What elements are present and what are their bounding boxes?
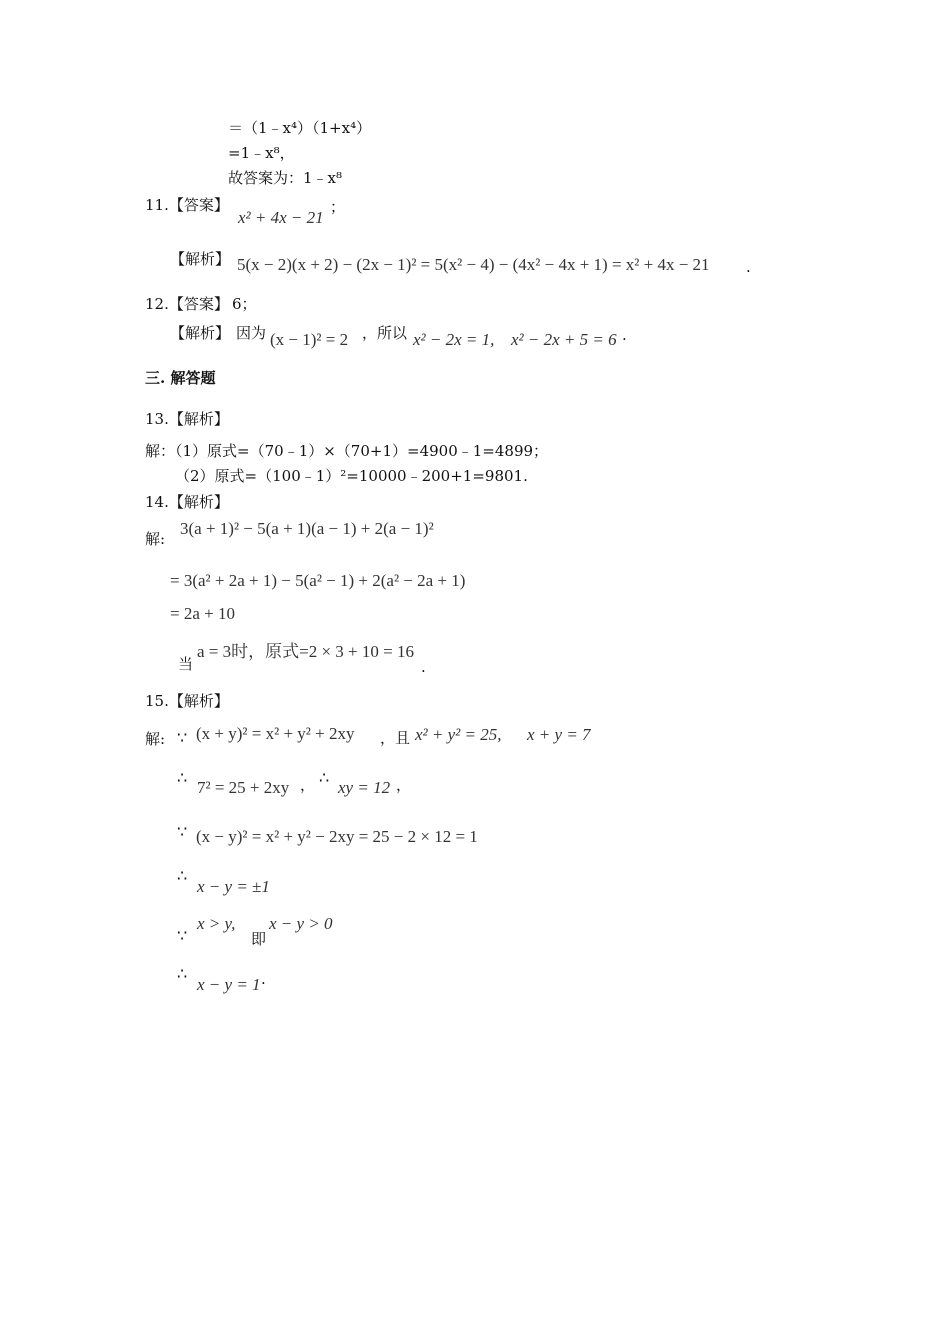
section-heading: 三. 解答题 (145, 369, 216, 387)
q14-step-2: = 2a + 10 (170, 604, 235, 623)
because-symbol: ∵ (177, 728, 188, 747)
q15-line5-expression-2: x − y > 0 (269, 914, 333, 933)
because-symbol: ∵ (177, 926, 188, 945)
q10-answer-line: 故答案为：1﹣x⁸ (228, 169, 343, 187)
q11-analysis-end: . (746, 258, 751, 276)
q15-line6-end: · (261, 974, 266, 992)
q14-conclusion: a = 3时，原式=2 × 3 + 10 = 16 (197, 642, 414, 661)
q15-line6-expression: x − y = 1 (197, 975, 261, 994)
q12-analysis-expression-2: x² − 2x = 1, (413, 330, 495, 349)
q11-answer-label: 11.【答案】 (145, 196, 229, 214)
therefore-symbol: ∴ (177, 768, 188, 787)
q15-label: 15.【解析】 (145, 692, 229, 710)
q14-step-1: = 3(a² + 2a + 1) − 5(a² − 1) + 2(a² − 2a + 1) (170, 571, 466, 590)
q14-expression: 3(a + 1)² − 5(a + 1)(a − 1) + 2(a − 1)² (180, 519, 434, 538)
because-symbol: ∵ (177, 822, 188, 841)
therefore-symbol: ∴ (319, 768, 330, 787)
q11-answer-expression: x² + 4x − 21 (238, 208, 324, 227)
q14-end: . (421, 658, 426, 676)
q15-line5-ji: 即 (251, 930, 267, 948)
q13-label: 13.【解析】 (145, 410, 229, 428)
q15-line1-expression: (x + y)² = x² + y² + 2xy (196, 724, 355, 743)
therefore-symbol: ∴ (177, 964, 188, 983)
q13-solution-line-1: 解：（1）原式=（70﹣1）×（70+1）=4900﹣1=4899； (145, 442, 549, 460)
q11-answer-end: ； (330, 198, 346, 216)
q15-line2-end: ， (396, 776, 412, 794)
q12-answer-value: 6； (232, 295, 257, 313)
therefore-symbol: ∴ (177, 866, 188, 885)
q12-analysis-text-because: 因为 (236, 324, 267, 342)
q11-analysis-expression: 5(x − 2)(x + 2) − (2x − 1)² = 5(x² − 4) − (4x² − 4x + 1) = x² + 4x − 21 (237, 255, 710, 274)
q15-line5-expression: x > y, (197, 914, 236, 933)
q15-line2-expression: 7² = 25 + 2xy (197, 778, 290, 797)
q15-line2-separator: ， (300, 776, 316, 794)
q14-jie: 解: (145, 530, 166, 548)
q12-analysis-text-so: ，所以 (362, 324, 408, 342)
q12-analysis-end: · (622, 330, 627, 348)
q12-analysis-label: 【解析】 (170, 324, 231, 342)
q15-line2-expression-2: xy = 12 (338, 778, 391, 797)
q12-analysis-expression-3: x² − 2x + 5 = 6 (511, 330, 617, 349)
q15-line1-qie: ，且 (380, 729, 411, 747)
q15-line4-expression: x − y = ±1 (197, 877, 270, 896)
q15-jie: 解: (145, 730, 166, 748)
q12-analysis-expression-1: (x − 1)² = 2 (270, 330, 349, 349)
q13-solution-line-2: （2）原式=（100﹣1）²=10000﹣200+1=9801. (175, 467, 528, 485)
q14-dang: 当 (178, 655, 194, 673)
q14-label: 14.【解析】 (145, 493, 229, 511)
q15-line1-expression-3: x + y = 7 (527, 725, 591, 744)
q15-line3-expression: (x − y)² = x² + y² − 2xy = 25 − 2 × 12 = 1 (196, 827, 478, 846)
q15-line1-expression-2: x² + y² = 25, (415, 725, 502, 744)
q12-answer-label: 12.【答案】 (145, 295, 229, 313)
q10-line-1: ＝（1﹣x⁴）（1+x⁴） (228, 119, 372, 137)
q11-analysis-label: 【解析】 (170, 250, 231, 268)
q10-line-2: =1﹣x⁸， (228, 144, 295, 162)
